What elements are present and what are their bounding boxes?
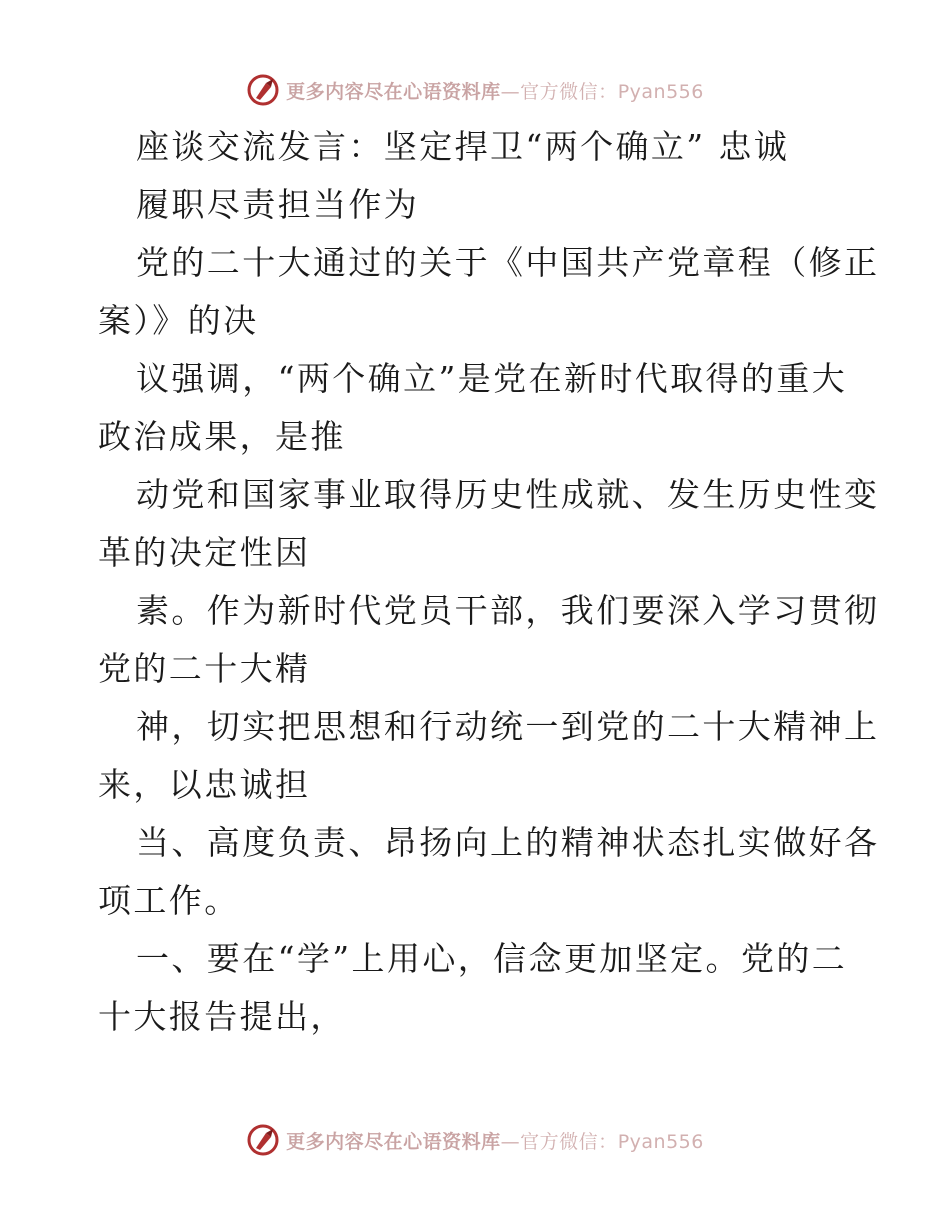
paragraph-line: 党的二十大精 (98, 649, 311, 688)
footer-watermark (0, 1120, 950, 1160)
document-title-line-2: 履职尽责担当作为 (136, 185, 420, 224)
paragraph-line: 神，切实把思想和行动统一到党的二十大精神上 (136, 707, 880, 746)
header-watermark (0, 70, 950, 110)
paragraph-line: 政治成果，是推 (98, 417, 346, 456)
paragraph-line: 议强调，“两个确立”是党在新时代取得的重大 (136, 359, 848, 398)
paragraph-line: 素。作为新时代党员干部，我们要深入学习贯彻 (136, 591, 880, 630)
watermark-text: 更多内容尽在心语资料库—官方微信：Pyan556 (286, 80, 704, 103)
watermark-text: 更多内容尽在心语资料库—官方微信：Pyan556 (286, 1130, 704, 1153)
paragraph-line: 十大报告提出， (98, 997, 346, 1036)
paragraph-line: 动党和国家事业取得历史性成就、发生历史性变 (136, 475, 880, 514)
paragraph-line: 案）》的决 (98, 301, 259, 340)
paragraph-line: 当、高度负责、昂扬向上的精神状态扎实做好各 (136, 823, 880, 862)
document-body (98, 118, 880, 1046)
paragraph-line: 项工作。 (98, 881, 240, 920)
section-heading-line: 一、要在“学”上用心，信念更加坚定。党的二 (136, 939, 848, 978)
paragraph-line: 来，以忠诚担 (98, 765, 311, 804)
document-title-line-1: 座谈交流发言：坚定捍卫“两个确立” 忠诚 (136, 127, 790, 166)
pen-nib-circle-icon (246, 1123, 280, 1157)
paragraph-line: 革的决定性因 (98, 533, 311, 572)
pen-nib-circle-icon (246, 73, 280, 107)
paragraph-line: 党的二十大通过的关于《中国共产党章程（修正 (136, 243, 880, 282)
